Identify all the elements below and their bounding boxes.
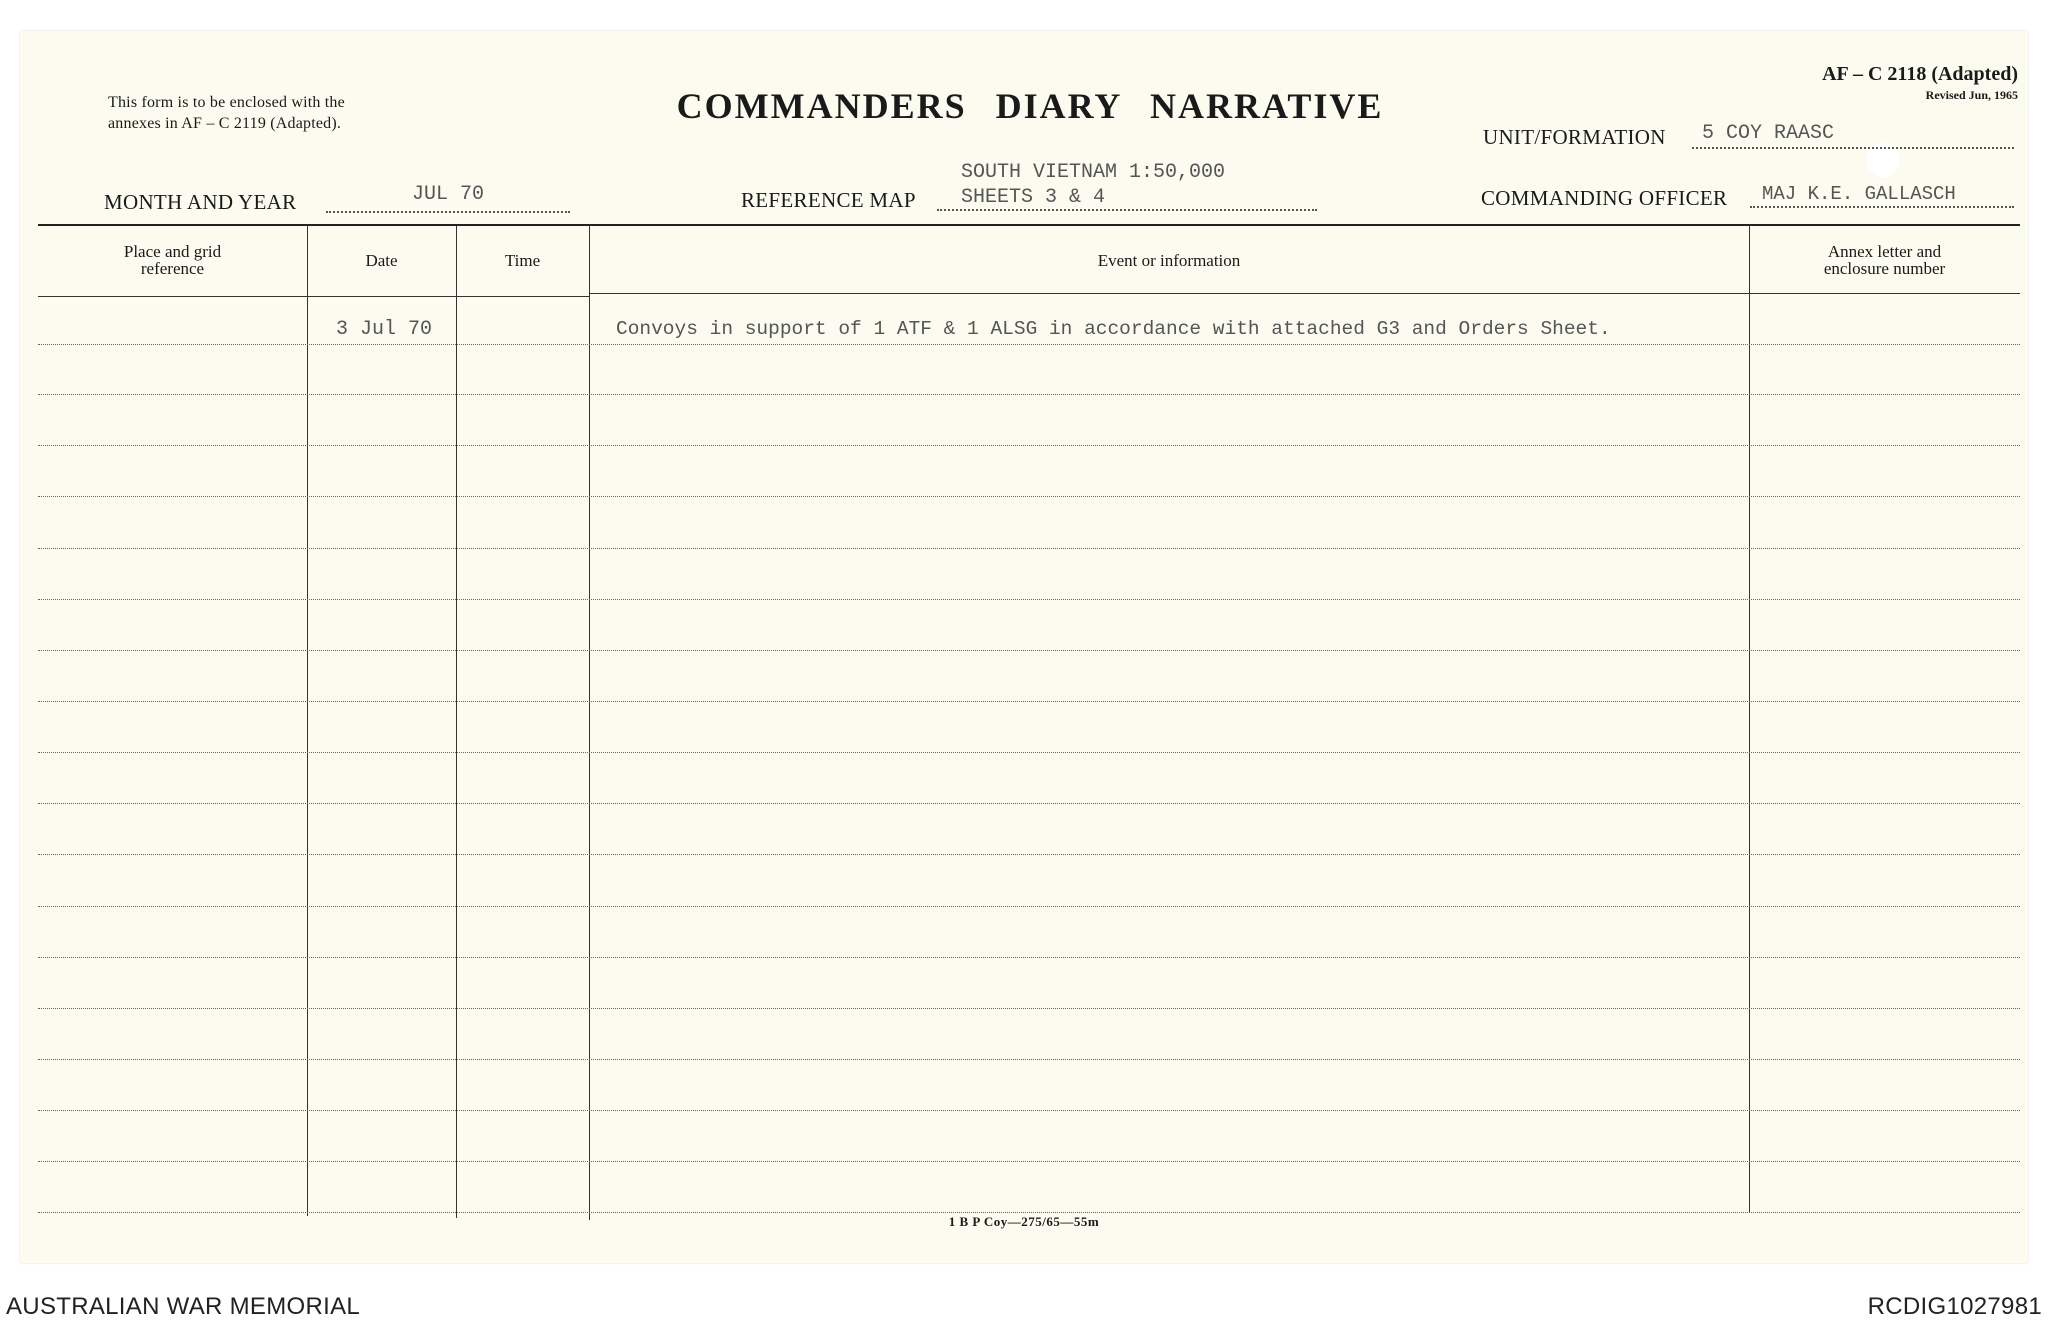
- row-rule: [38, 1008, 2020, 1009]
- narrative-table: [38, 224, 2020, 1236]
- archive-record-id: RCDIG1027981: [1867, 1293, 2042, 1320]
- table-row-1-event: Convoys in support of 1 ATF & 1 ALSG in accordance with attached G3 and Orders Sheet.: [616, 318, 1611, 340]
- form-revised-date: Revised Jun, 1965: [1925, 88, 2018, 102]
- row-rule: [38, 854, 2020, 855]
- reference-map-value-line1: SOUTH VIETNAM 1:50,000: [961, 161, 1226, 184]
- commanding-officer-line: [1750, 205, 2014, 208]
- column-divider: [456, 226, 457, 1218]
- row-rule: [38, 957, 2020, 958]
- diary-form-sheet: [20, 31, 2028, 1263]
- unit-formation-label: UNIT/FORMATION: [1483, 125, 1666, 149]
- form-title-text: COMMANDERS DIARY NARRATIVE: [676, 86, 1384, 126]
- row-rule: [38, 599, 2020, 600]
- row-rule: [38, 752, 2020, 753]
- column-divider: [1749, 226, 1750, 1212]
- row-rule: [38, 906, 2020, 907]
- reference-map-value-line2: SHEETS 3 & 4: [961, 186, 1106, 209]
- row-rule: [38, 394, 2020, 395]
- header-rule: [38, 296, 307, 297]
- row-rule: [38, 1110, 2020, 1111]
- commanding-officer-label: COMMANDING OFFICER: [1481, 186, 1728, 210]
- form-title: [20, 85, 2028, 127]
- commanding-officer-value: MAJ K.E. GALLASCH: [1762, 183, 1956, 205]
- month-year-value: JUL 70: [412, 183, 485, 206]
- month-year-line: [326, 210, 570, 213]
- header-date: Date: [365, 250, 398, 270]
- unit-formation-value: 5 COY RAASC: [1702, 122, 1835, 145]
- row-rule: [38, 1059, 2020, 1060]
- header-rule: [456, 296, 589, 297]
- reference-map-label: REFERENCE MAP: [741, 188, 916, 212]
- row-rule: [38, 701, 2020, 702]
- enclose-note-line2: annexes in AF – C 2119 (Adapted).: [108, 115, 342, 132]
- header-rule: [307, 296, 456, 297]
- form-code: AF – C 2118 (Adapted): [1822, 63, 2018, 85]
- unit-formation-line: [1692, 146, 2014, 149]
- row-rule: [38, 803, 2020, 804]
- month-year-label: MONTH AND YEAR: [104, 190, 297, 214]
- column-divider: [589, 226, 590, 1220]
- enclose-note-line1: This form is to be enclosed with the: [108, 94, 345, 111]
- header-event-information: Event or information: [1097, 250, 1241, 270]
- header-rule: [1749, 293, 2020, 294]
- printer-imprint: 1 B P Coy—275/65—55m: [948, 1214, 1100, 1229]
- header-annex-enclosure: Annex letter and enclosure number: [1823, 242, 1946, 278]
- column-divider: [307, 226, 308, 1216]
- row-rule: [38, 344, 2020, 345]
- header-place-grid-reference: Place and grid reference: [123, 242, 222, 278]
- row-rule: [38, 496, 2020, 497]
- header-rule: [589, 293, 1749, 294]
- row-rule: [38, 445, 2020, 446]
- row-rule: [38, 1212, 2020, 1213]
- archive-credit: AUSTRALIAN WAR MEMORIAL: [6, 1293, 361, 1320]
- row-rule: [38, 548, 2020, 549]
- row-rule: [38, 1161, 2020, 1162]
- header-time: Time: [504, 250, 541, 270]
- row-rule: [38, 650, 2020, 651]
- table-row-1-date: 3 Jul 70: [336, 318, 433, 341]
